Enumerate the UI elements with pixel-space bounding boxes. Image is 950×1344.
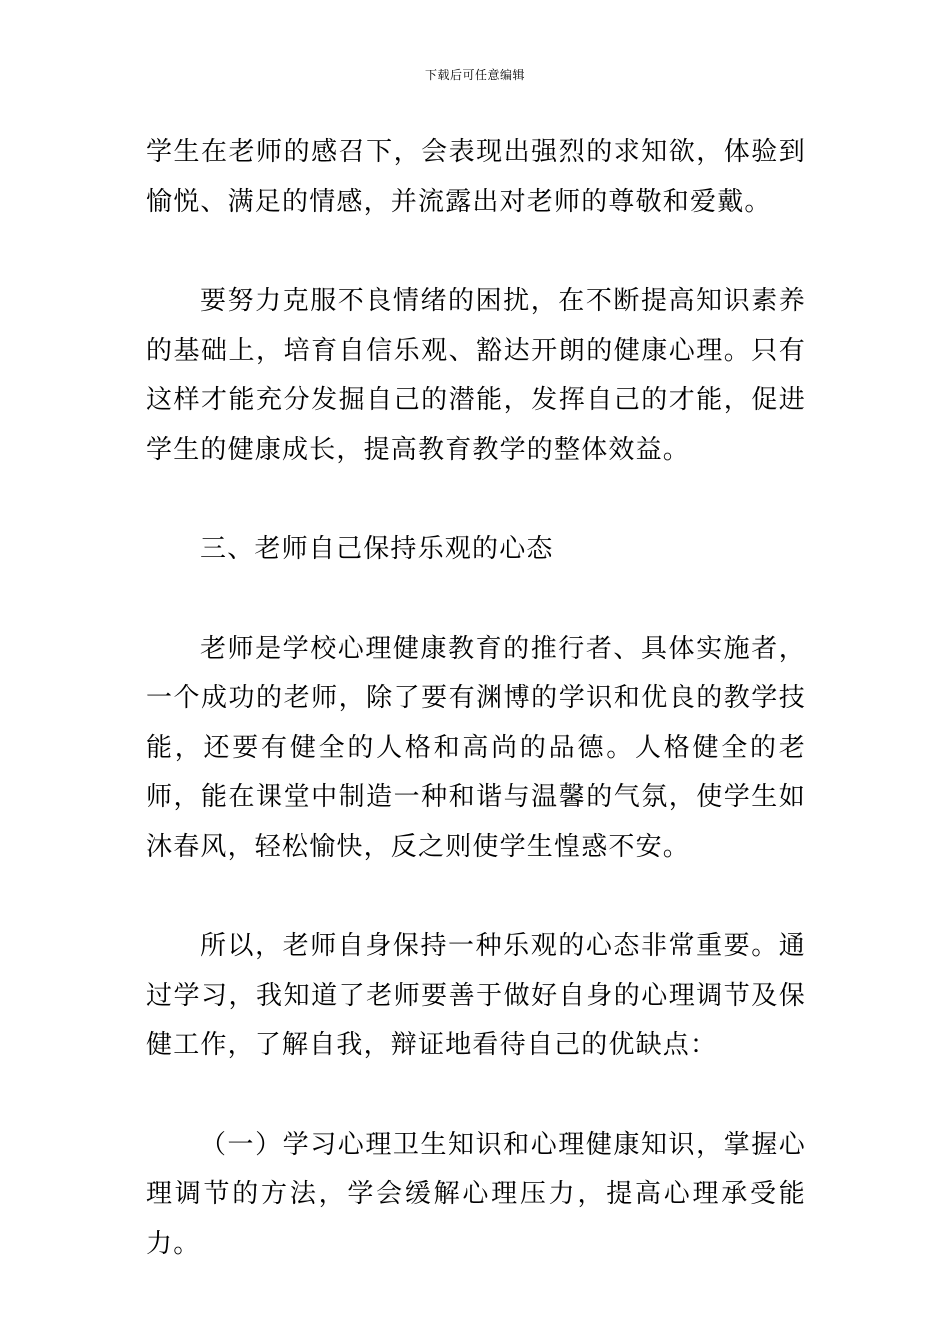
paragraph-continuation: 学生在老师的感召下，会表现出强烈的求知欲，体验到愉悦、满足的情感，并流露出对老师的尊敬和爱戴。: [146, 137, 806, 217]
list-item-one: （一）学习心理卫生知识和心理健康知识，掌握心理调节的方法，学会缓解心理压力，提高心理承受能力。: [146, 1129, 806, 1259]
paragraph-optimistic-mindset: 所以，老师自身保持一种乐观的心态非常重要。通过学习，我知道了老师要善于做好自身的心理调节及保健工作，了解自我，辩证地看待自己的优缺点：: [146, 931, 806, 1060]
paragraph-teacher-role: 老师是学校心理健康教育的推行者、具体实施者，一个成功的老师，除了要有渊博的学识和优良的教学技能，还要有健全的人格和高尚的品德。人格健全的老师，能在课堂中制造一种和谐与温馨的气氛，使学生如沐春风，轻松愉快，反之则使学生惶惑不安。: [146, 633, 806, 862]
page-header-note: 下载后可任意编辑: [424, 68, 525, 82]
section-heading-three: 三、老师自己保持乐观的心态: [200, 534, 554, 564]
paragraph-overcome-emotions: 要努力克服不良情绪的困扰，在不断提高知识素养的基础上，培育自信乐观、豁达开朗的健康心理。只有这样才能充分发掘自己的潜能，发挥自己的才能，促进学生的健康成长，提高教育教学的整体效益。: [146, 286, 806, 465]
document-body: [146, 128, 806, 1269]
